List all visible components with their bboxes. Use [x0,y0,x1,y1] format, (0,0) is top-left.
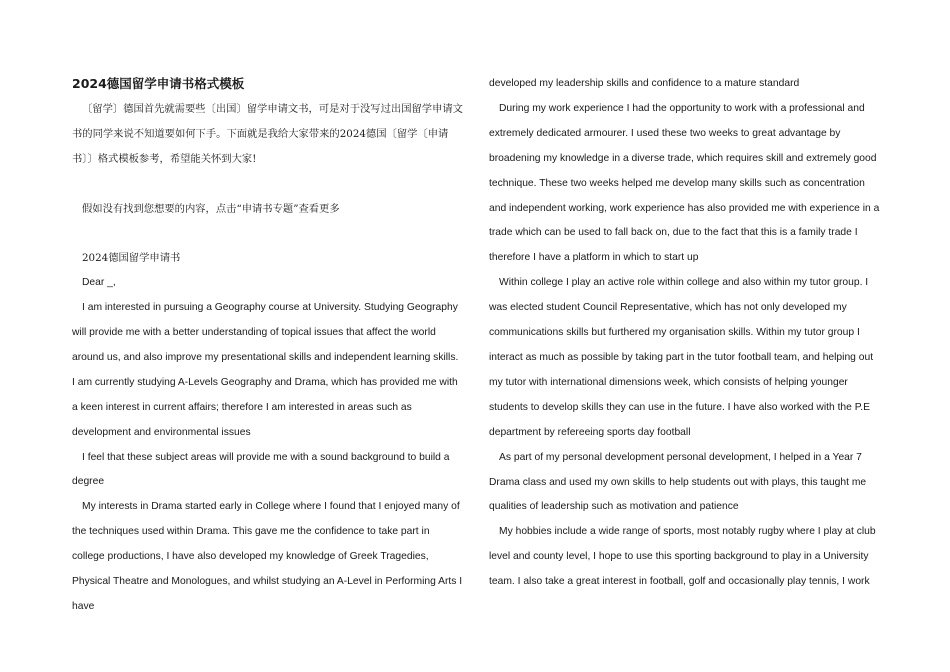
body-paragraph: I feel that these subject areas will provide me with a sound background to build a degree [72,451,450,488]
spacer [72,221,464,246]
more-content-link[interactable]: 假如没有找到您想要的内容，点击“申请书专题”查看更多 [82,202,340,215]
body-paragraph: My hobbies include a wide range of sports, most notably rugby where I play at club level and county level, I hope to use this sporting background to play in a University team. I also take a great interest in football, golf and occasionally play tennis, I work [489,526,876,588]
body-paragraph: During my work experience I had the opportunity to work with a professional and extremely dedicated armourer. I used these two weeks to great advantage by broadening my knowledge in a diverse trade, which requires skill and extremely good technique. These two weeks helped me develop many skills such as concentration and independent working, work experience has also provided me with experience in a trade which can be used to fall back on, due to the fact that this is a family trade I therefore I have a platform in which to start up [489,102,880,264]
intro-paragraph: 〔留学〕德国首先就需要些〔出国〕留学申请文书，可是对于没写过出国留学申请文书的同学来说不知道要如何下手。下面就是我给大家带来的2024德国〔留学〔申请书〕〕格式模板参考，希望能关怀到大家! [72,102,463,165]
right-column [489,72,881,595]
left-column [72,72,464,620]
body-paragraph: I am interested in pursuing a Geography course at University. Studying Geography will provide me with a better understanding of topical issues that affect the world around us, and also improve my presentational skills and independent learning skills. I am currently studying A-Levels Geography and Drama, which has provided me with a keen interest in current affairs; therefore I am interested in areas such as development and environmental issues [72,302,459,438]
body-paragraph: Within college I play an active role within college and also within my tutor group. I was elected student Council Representative, which has not only developed my communications skills but furthered my organisation skills. Within my tutor group I interact as much as possible by taking part in the tutor football team, and helping out my tutor with international dimensions week, which consists of helping younger students to develop skills they can use in the future. I have also worked with the P.E department by refereeing sports day football [489,277,874,438]
body-paragraph: My interests in Drama started early in College where I found that I enjoyed many of the techniques used within Drama. This gave me the confidence to take part in college productions, I have also developed my knowledge of Greek Tragedies, Physical Theatre and Monologues, and whilst studying an A-Level in Performing Arts I have [72,501,463,612]
spacer [72,172,464,197]
letter-heading: 2024德国留学申请书 [82,252,181,265]
body-paragraph: As part of my personal development personal development, I helped in a Year 7 Drama class and used my own skills to help students out with plays, this taught me qualities of leadership such as motivation and patience [489,451,867,513]
continued-paragraph: developed my leadership skills and confidence to a mature standard [489,78,800,89]
salutation: Dear _, [82,277,116,289]
document-title: 2024德国留学申请书格式模板 [72,76,245,91]
